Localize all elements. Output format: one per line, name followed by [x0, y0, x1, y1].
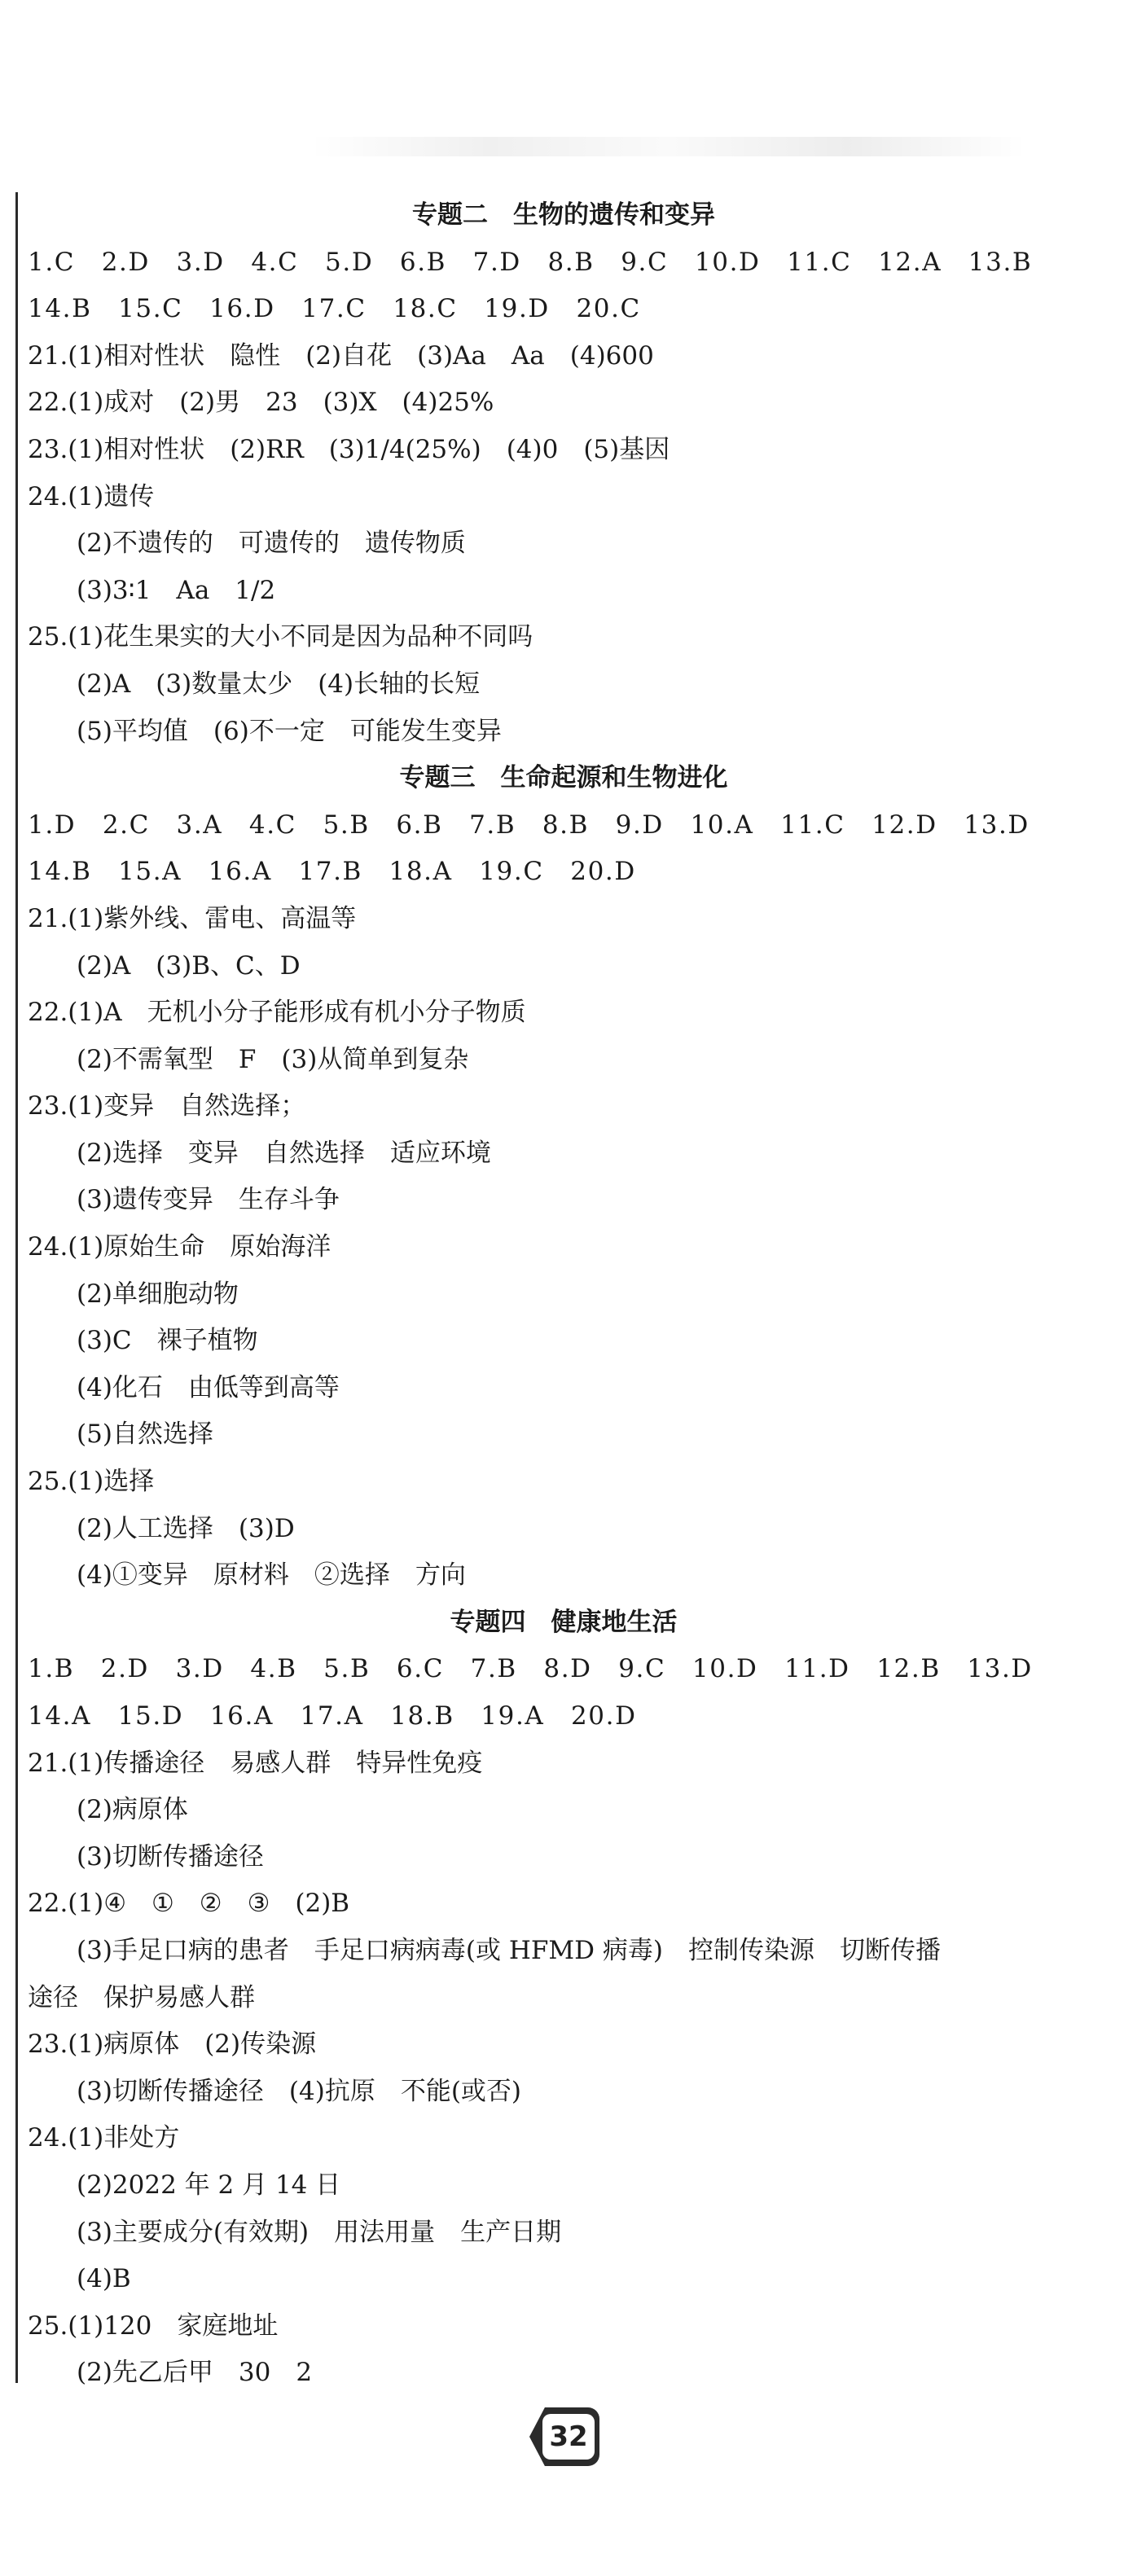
answer-line: 22.(1)成对 (2)男 23 (3)X (4)25%	[28, 388, 494, 418]
page-number: 32	[549, 2420, 588, 2453]
answer-line: (4)①变异 原材料 ②选择 方向	[77, 1560, 466, 1591]
answer-line: (3)手足口病的患者 手足口病病毒(或 HFMD 病毒) 控制传染源 切断传播	[77, 1935, 941, 1965]
answer-line: (4)化石 由低等到高等	[77, 1372, 340, 1402]
answer-line: (2)病原体	[77, 1795, 188, 1825]
margin-rule	[15, 192, 18, 2383]
page-number-badge	[515, 2399, 604, 2473]
answer-line: (2)2022 年 2 月 14 日	[77, 2170, 341, 2200]
answer-line: 25.(1)选择	[28, 1467, 155, 1497]
answer-line: 24.(1)非处方	[28, 2123, 180, 2153]
answer-line: (3)切断传播途径 (4)抗原 不能(或否)	[77, 2076, 522, 2106]
answer-line: 途径 保护易感人群	[28, 1982, 255, 2012]
answer-line: (2)人工选择 (3)D	[77, 1513, 295, 1543]
answer-line: (3)C 裸子植物	[77, 1326, 258, 1356]
choice-answer-line: 14.B 15.A 16.A 17.B 18.A 19.C 20.D	[28, 857, 636, 887]
answer-line: (2)单细胞动物	[77, 1279, 239, 1309]
answer-line: (2)先乙后甲 30 2	[77, 2358, 313, 2388]
answer-line: 23.(1)相对性状 (2)RR (3)1/4(25%) (4)0 (5)基因	[28, 434, 670, 464]
answer-line: (2)不遗传的 可遗传的 遗传物质	[77, 529, 466, 559]
section-title: 专题三 生命起源和生物进化	[399, 763, 728, 793]
answer-line: 21.(1)传播途径 易感人群 特异性免疫	[28, 1748, 483, 1778]
answer-line: (2)A (3)数量太少 (4)长轴的长短	[77, 669, 481, 699]
answer-line: 23.(1)病原体 (2)传染源	[28, 2030, 317, 2060]
answer-line: (4)B	[77, 2264, 131, 2294]
answer-line: (2)不需氧型 F (3)从简单到复杂	[77, 1044, 469, 1074]
section-title: 专题四 健康地生活	[450, 1607, 678, 1637]
choice-answer-line: 1.C 2.D 3.D 4.C 5.D 6.B 7.D 8.B 9.C 10.D 11.C 12.A 13.B	[28, 247, 1033, 277]
choice-answer-line: 1.B 2.D 3.D 4.B 5.B 6.C 7.B 8.D 9.C 10.D 11.D 12.B 13.D	[28, 1654, 1033, 1684]
choice-answer-line: 14.A 15.D 16.A 17.A 18.B 19.A 20.D	[28, 1701, 637, 1731]
answer-line: (3)切断传播途径	[77, 1841, 264, 1872]
answer-line: (3)3∶1 Aa 1/2	[77, 575, 276, 605]
answer-line: (2)A (3)B、C、D	[77, 950, 301, 981]
choice-answer-line: 1.D 2.C 3.A 4.C 5.B 6.B 7.B 8.B 9.D 10.A 11.C 12.D 13.D	[28, 810, 1030, 840]
answer-line: 22.(1)④ ① ② ③ (2)B	[28, 1889, 350, 1919]
answer-line: 25.(1)120 家庭地址	[28, 2311, 279, 2341]
answer-line: (3)遗传变异 生存斗争	[77, 1185, 340, 1215]
answer-line: 24.(1)原始生命 原始海洋	[28, 1232, 331, 1262]
answer-line: 23.(1)变异 自然选择；	[28, 1091, 306, 1121]
answer-line: (3)主要成分(有效期) 用法用量 生产日期	[77, 2217, 562, 2247]
answer-line: 22.(1)A 无机小分子能形成有机小分子物质	[28, 998, 526, 1028]
choice-answer-line: 14.B 15.C 16.D 17.C 18.C 19.D 20.C	[28, 294, 641, 324]
answer-line: 21.(1)紫外线、雷电、高温等	[28, 903, 357, 933]
section-title: 专题二 生物的遗传和变异	[412, 200, 715, 230]
answer-line: (5)平均值 (6)不一定 可能发生变异	[77, 716, 502, 746]
answer-line: (2)选择 变异 自然选择 适应环境	[77, 1138, 491, 1168]
answer-line: 25.(1)花生果实的大小不同是因为品种不同吗	[28, 622, 533, 652]
answer-line: (5)自然选择	[77, 1420, 213, 1450]
scan-smudge	[310, 137, 1026, 156]
answer-line: 24.(1)遗传	[28, 481, 155, 511]
answer-line: 21.(1)相对性状 隐性 (2)自花 (3)Aa Aa (4)600	[28, 340, 654, 371]
answer-content	[28, 192, 1100, 2397]
